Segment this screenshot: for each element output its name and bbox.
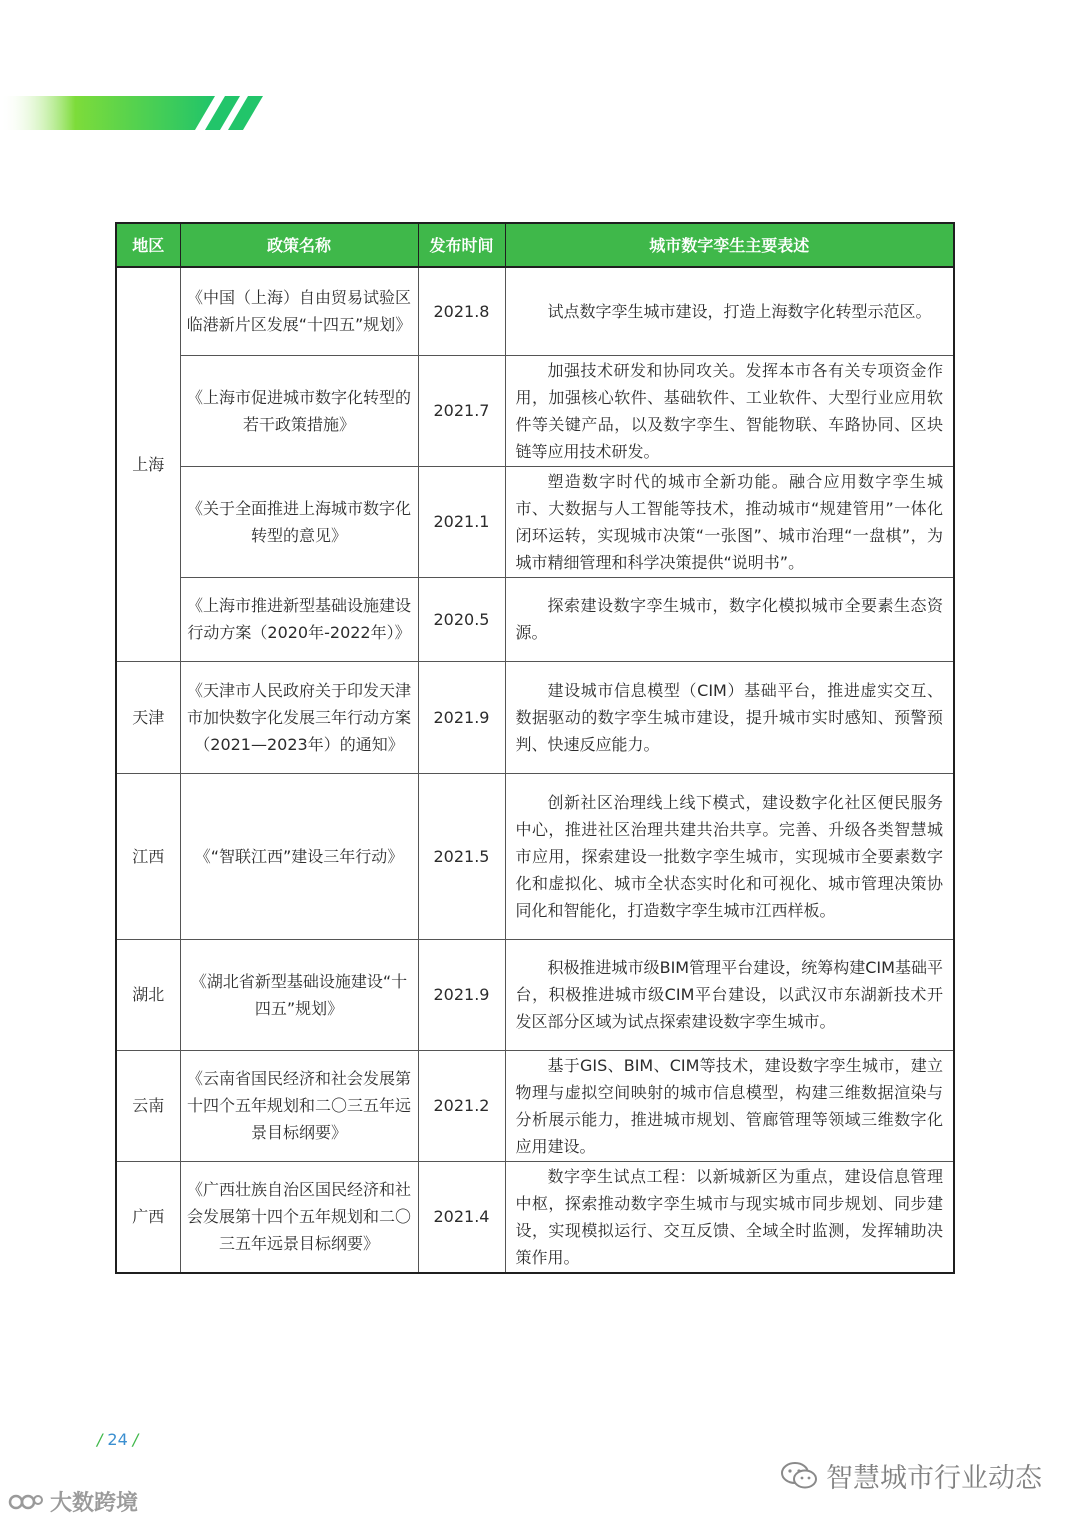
- description-cell: 数字孪生试点工程：以新城新区为重点，建设信息管理中枢，探索推动数字孪生城市与现实城市同步规划、同步建设，实现模拟运行、交互反馈、全域全时监测，发挥辅助决策作用。: [505, 1161, 954, 1273]
- policy-name-cell: 《上海市促进城市数字化转型的若干政策措施》: [180, 355, 418, 466]
- description-cell: 创新社区治理线上线下模式，建设数字化社区便民服务中心，推进社区治理共建共治共享。完善、升级各类智慧城市应用，探索建设一批数字孪生城市，实现城市全要素数字化和虚拟化、城市全状态实时化和可视化、城市管理决策协同化和智能化，打造数字孪生城市江西样板。: [505, 773, 954, 939]
- date-cell: 2021.1: [418, 466, 505, 577]
- table-row: [116, 466, 954, 577]
- policy-name-cell: 《“智联江西”建设三年行动》: [180, 773, 418, 939]
- date-cell: 2021.7: [418, 355, 505, 466]
- region-cell: 湖北: [116, 939, 180, 1050]
- date-cell: 2021.9: [418, 939, 505, 1050]
- policy-name-cell: 《关于全面推进上海城市数字化转型的意见》: [180, 466, 418, 577]
- watermark-left-text: 大数跨境: [50, 1491, 139, 1516]
- region-cell: 天津: [116, 661, 180, 773]
- description-cell: 探索建设数字孪生城市，数字化模拟城市全要素生态资源。: [505, 577, 954, 661]
- policy-name-cell: 《天津市人民政府关于印发天津市加快数字化发展三年行动方案（2021—2023年）的通知》: [180, 661, 418, 773]
- date-cell: 2021.4: [418, 1161, 505, 1273]
- date-cell: 2021.9: [418, 661, 505, 773]
- wechat-icon: [780, 1460, 818, 1492]
- date-cell: 2021.5: [418, 773, 505, 939]
- table-row: [116, 267, 954, 355]
- table-row: [116, 355, 954, 466]
- slash-decoration: /: [132, 1430, 139, 1449]
- page-number: [92, 1430, 143, 1449]
- date-cell: 2020.5: [418, 577, 505, 661]
- watermark-right-text: 智慧城市行业动态: [826, 1463, 1042, 1494]
- region-cell: 广西: [116, 1161, 180, 1273]
- policy-name-cell: 《湖北省新型基础设施建设“十四五”规划》: [180, 939, 418, 1050]
- watermark-logo-icon: [8, 1490, 44, 1514]
- description-cell: 基于GIS、BIM、CIM等技术，建设数字孪生城市，建立物理与虚拟空间映射的城市信息模型，构建三维数据渲染与分析展示能力，推进城市规划、管廊管理等领域三维数字化应用建设。: [505, 1050, 954, 1161]
- region-cell: 江西: [116, 773, 180, 939]
- table-row: [116, 939, 954, 1050]
- policy-name-cell: 《上海市推进新型基础设施建设行动方案（2020年-2022年）》: [180, 577, 418, 661]
- description-cell: 积极推进城市级BIM管理平台建设，统筹构建CIM基础平台，积极推进城市级CIM平台建设，以武汉市东湖新技术开发区部分区域为试点探索建设数字孪生城市。: [505, 939, 954, 1050]
- date-cell: 2021.2: [418, 1050, 505, 1161]
- table-header-row: [116, 223, 954, 267]
- table-row: [116, 661, 954, 773]
- description-cell: 塑造数字时代的城市全新功能。融合应用数字孪生城市、大数据与人工智能等技术，推动城市“规建管用”一体化闭环运转，实现城市决策“一张图”、城市治理“一盘棋”，为城市精细管理和科学决策提供“说明书”。: [505, 466, 954, 577]
- header-policy-name: 政策名称: [180, 223, 418, 267]
- table-row: [116, 773, 954, 939]
- header-description: 城市数字孪生主要表述: [505, 223, 954, 267]
- slash-decoration: /: [97, 1430, 103, 1449]
- table-row: [116, 577, 954, 661]
- region-cell: 云南: [116, 1050, 180, 1161]
- date-cell: 2021.8: [418, 267, 505, 355]
- watermark-right: [780, 1456, 1042, 1495]
- table-row: [116, 1161, 954, 1273]
- watermark-left: [8, 1486, 138, 1517]
- header-stripe-decoration: [0, 96, 270, 130]
- description-cell: 试点数字孪生城市建设，打造上海数字化转型示范区。: [505, 267, 954, 355]
- policy-name-cell: 《中国（上海）自由贸易试验区临港新片区发展“十四五”规划》: [180, 267, 418, 355]
- header-release-date: 发布时间: [418, 223, 505, 267]
- region-cell: 上海: [116, 267, 180, 661]
- policy-name-cell: 《云南省国民经济和社会发展第十四个五年规划和二〇三五年远景目标纲要》: [180, 1050, 418, 1161]
- description-cell: 加强技术研发和协同攻关。发挥本市各有关专项资金作用，加强核心软件、基础软件、工业软件、大型行业应用软件等关键产品，以及数字孪生、智能物联、车路协同、区块链等应用技术研发。: [505, 355, 954, 466]
- header-region: 地区: [116, 223, 180, 267]
- policy-table: [115, 222, 955, 1274]
- policy-name-cell: 《广西壮族自治区国民经济和社会发展第十四个五年规划和二〇三五年远景目标纲要》: [180, 1161, 418, 1273]
- table-row: [116, 1050, 954, 1161]
- description-cell: 建设城市信息模型（CIM）基础平台，推进虚实交互、数据驱动的数字孪生城市建设，提升城市实时感知、预警预判、快速反应能力。: [505, 661, 954, 773]
- page-number-text: 24: [107, 1430, 128, 1449]
